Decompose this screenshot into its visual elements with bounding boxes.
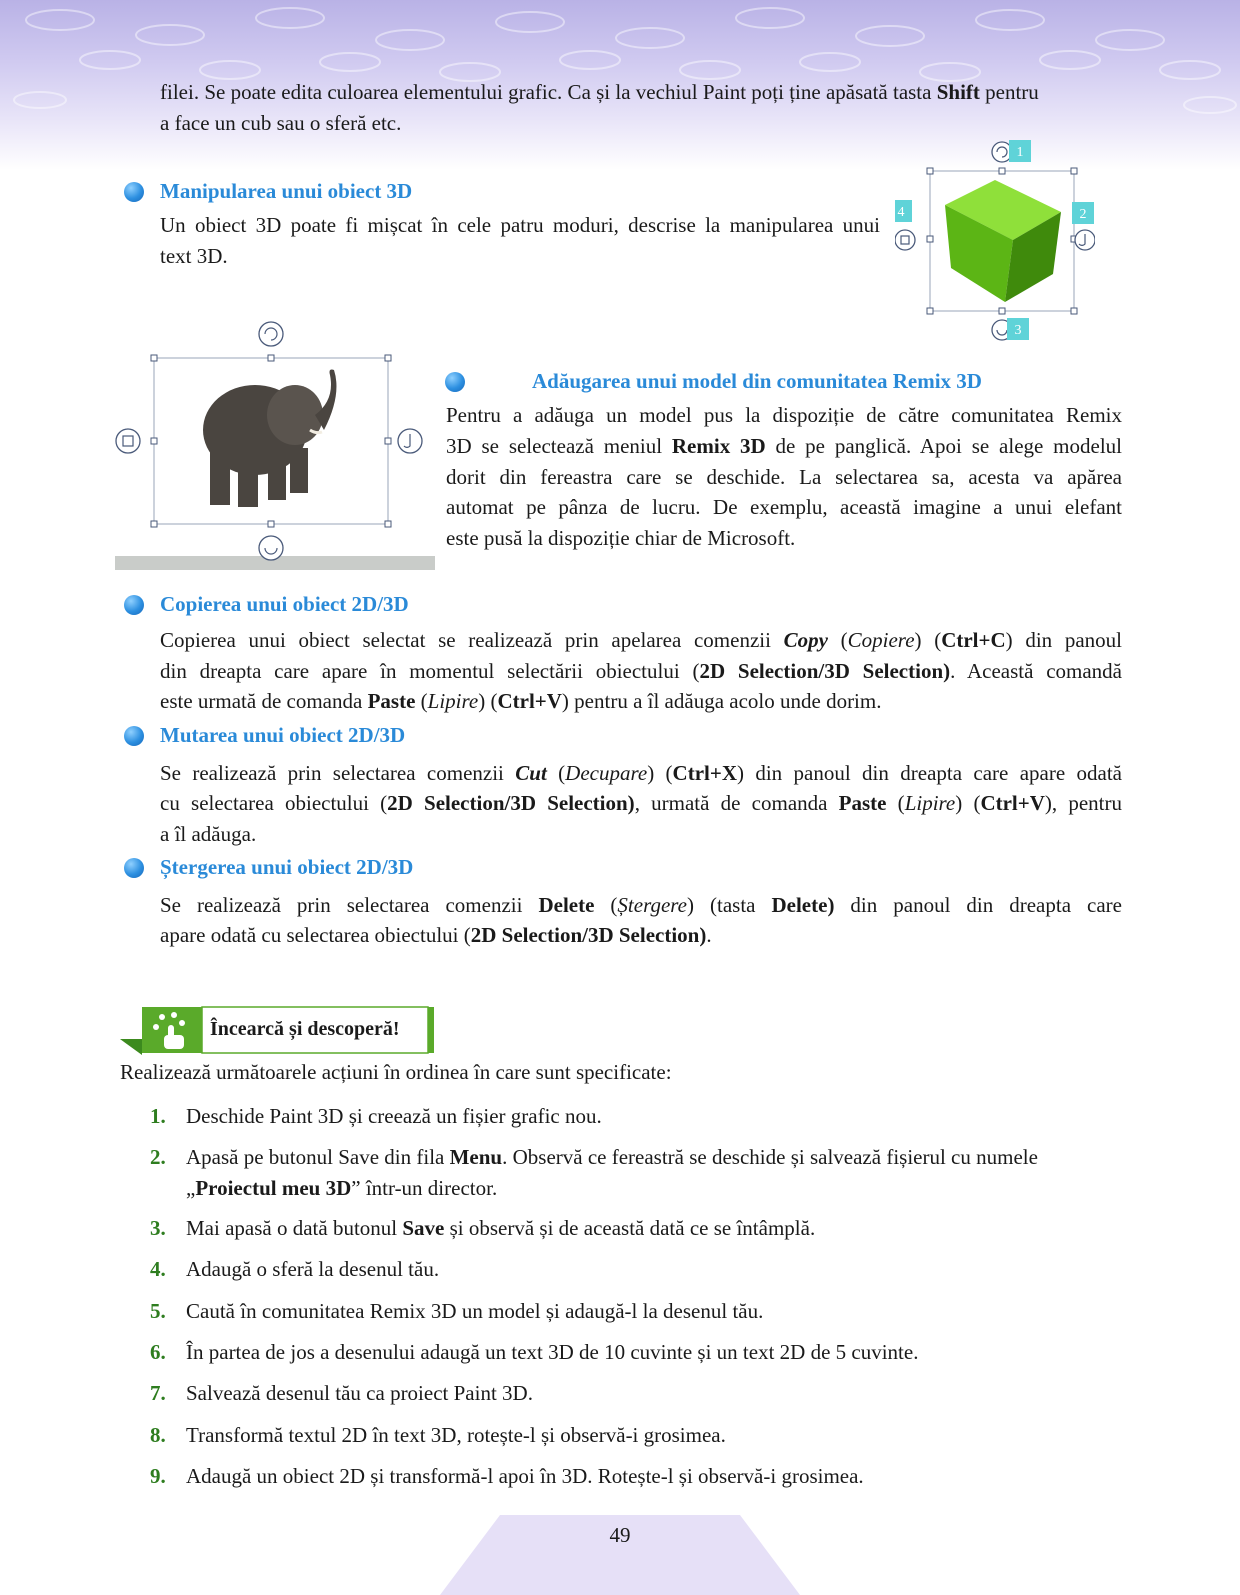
- heading-delete: Ștergerea unui obiect 2D/3D: [160, 855, 414, 879]
- elephant-figure: [110, 320, 440, 580]
- delete-line-1: Se realizează prin selectarea comenzii Delete (Ștergere) (tasta Delete) din panoul din dreapta care: [160, 893, 1122, 917]
- move-line-2: cu selectarea obiectului (2D Selection/3D Selection), urmată de comanda Paste (Lipire) (Ctrl+V), pentru: [160, 791, 1122, 815]
- exercise-badge-label: Încearcă și descoperă!: [210, 1018, 400, 1040]
- bullet-icon: [124, 182, 144, 202]
- remix-line-3: dorit din fereastra care se deschide. La selectarea sa, acesta va apărea: [446, 465, 1122, 489]
- copy-line-2: din dreapta care apare în momentul selectării obiectului (2D Selection/3D Selection). Această comandă: [160, 659, 1123, 683]
- elephant-shape: [203, 370, 336, 507]
- cube-label-3: 3: [1014, 323, 1022, 338]
- cube-label-4: 4: [897, 205, 905, 220]
- bullet-icon: [124, 595, 144, 615]
- cube-label-1: 1: [1016, 145, 1024, 160]
- page-number: 49: [609, 1523, 631, 1547]
- copy-line-1: Copierea unui obiect selectat se realizează prin apelarea comenzii Copy (Copiere) (Ctrl+C) din panoul: [160, 628, 1122, 652]
- bullet-icon: [445, 372, 465, 392]
- heading-copy: Copierea unui obiect 2D/3D: [160, 592, 409, 616]
- bullet-icon: [124, 726, 144, 746]
- cube-label-2: 2: [1079, 207, 1087, 222]
- exercise-intro: Realizează următoarele acțiuni în ordinea în care sunt specificate:: [120, 1060, 672, 1084]
- heading-remix: Adăugarea unui model din comunitatea Remix 3D: [532, 369, 982, 393]
- copy-line-3: este urmată de comanda Paste (Lipire) (Ctrl+V) pentru a îl adăuga acolo unde dorim.: [160, 689, 882, 713]
- heading-move: Mutarea unui obiect 2D/3D: [160, 723, 406, 747]
- delete-line-2: apare odată cu selectarea obiectului (2D Selection/3D Selection).: [160, 923, 712, 947]
- heading-manipulate: Manipularea unui obiect 3D: [160, 179, 413, 203]
- cube-figure: [895, 140, 1095, 350]
- cube-shape: [945, 180, 1061, 302]
- move-line-1: Se realizează prin selectarea comenzii Cut (Decupare) (Ctrl+X) din panoul din dreapta care apare odată: [160, 761, 1123, 785]
- remix-line-2: 3D se selectează meniul Remix 3D de pe panglică. Apoi se alege modelul: [446, 434, 1122, 458]
- remix-line-1: Pentru a adăuga un model pus la dispoziție de către comunitatea Remix: [446, 403, 1122, 427]
- bullet-icon: [124, 858, 144, 878]
- remix-line-5: este pusă la dispoziție chiar de Microsoft.: [446, 526, 796, 550]
- move-line-3: a îl adăuga.: [160, 822, 257, 846]
- manipulate-line-2: text 3D.: [160, 244, 228, 268]
- manipulate-line-1: Un obiect 3D poate fi mișcat în cele patru moduri, descrise la manipularea unui: [160, 213, 880, 237]
- intro-line-1: filei. Se poate edita culoarea elementului grafic. Ca și la vechiul Paint poți ține apăsată tasta Shift pentru: [160, 80, 1039, 104]
- remix-line-4: automat pe pânza de lucru. De exemplu, această imagine a unui elefant: [446, 495, 1122, 519]
- intro-line-2: a face un cub sau o sferă etc.: [160, 111, 402, 135]
